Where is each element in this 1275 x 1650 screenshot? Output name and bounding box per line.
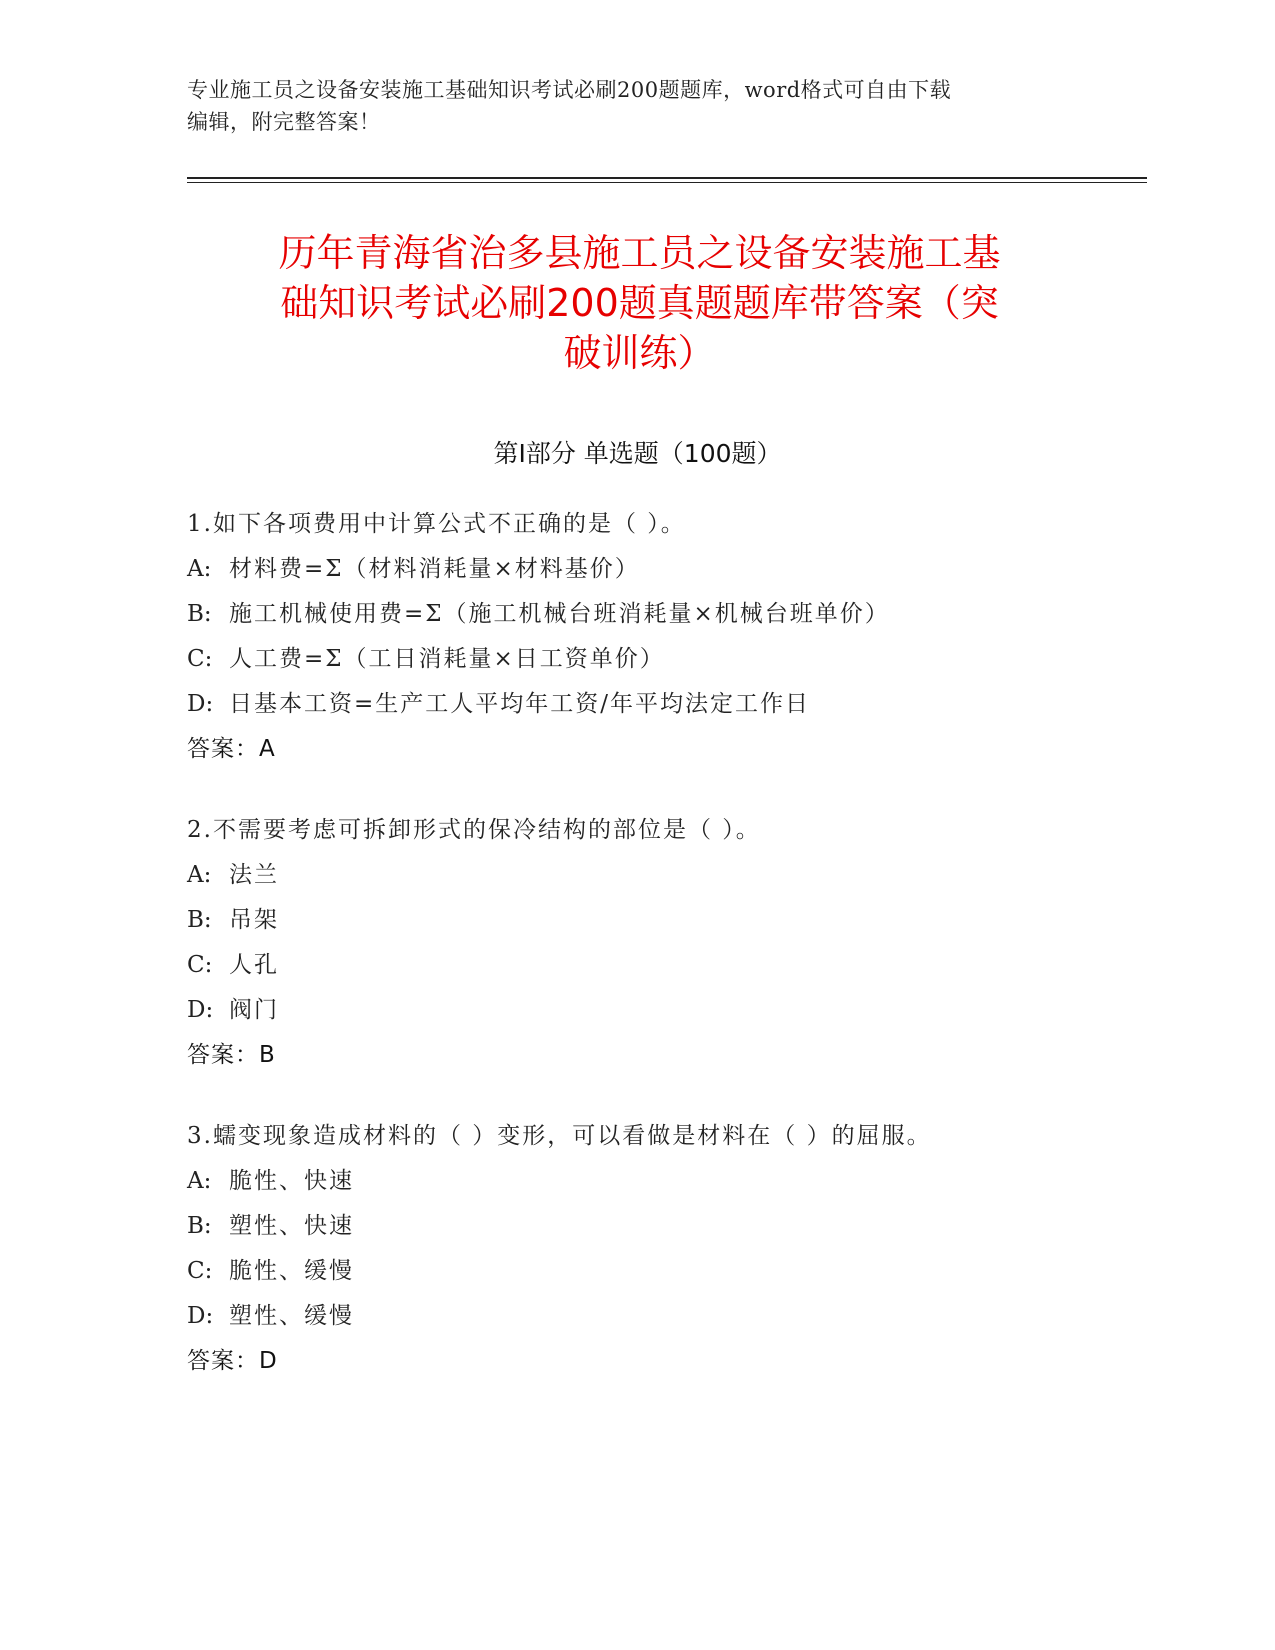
option-label: D: [187,1303,214,1329]
option-text: 塑性、缓慢 [229,1303,354,1329]
option-label: D: [187,691,214,717]
option-c [187,1249,1137,1294]
header-note-line-1: 专业施工员之设备安装施工基础知识考试必刷200题题库，word格式可自由下载 [187,78,952,102]
option-text: 人工费=Σ（工日消耗量×日工资单价） [229,646,665,672]
question-stem: 1.如下各项费用中计算公式不正确的是（ ）。 [187,511,686,537]
option-label: C: [187,646,213,672]
option-label: A: [187,1168,212,1194]
option-text: 日基本工资=生产工人平均年工资/年平均法定工作日 [229,691,811,717]
title-line-3: 破训练） [563,331,716,375]
header-note-line-2: 编辑，附完整答案！ [187,110,381,134]
answer: 答案：B [187,1042,276,1068]
question-2 [187,808,1137,1078]
option-text: 人孔 [229,952,279,978]
option-text: 塑性、快速 [229,1213,354,1239]
header-note [187,74,1087,138]
question-1 [187,502,1137,772]
option-label: B: [187,1213,212,1239]
option-a [187,547,1137,592]
option-c [187,637,1137,682]
option-c [187,943,1137,988]
title-line-1: 历年青海省治多县施工员之设备安装施工基 [278,231,1001,275]
section-heading: 第Ⅰ部分 单选题（100题） [493,439,782,468]
document-title [187,228,1092,378]
option-text: 脆性、缓慢 [229,1258,354,1284]
question-stem: 2.不需要考虑可拆卸形式的保冷结构的部位是（ ）。 [187,817,761,843]
option-d [187,988,1137,1033]
option-label: B: [187,907,212,933]
option-label: C: [187,1258,213,1284]
option-b [187,592,1137,637]
option-label: B: [187,601,212,627]
header-divider-thick [187,177,1147,179]
title-line-2: 础知识考试必刷200题真题题库带答案（突 [280,281,999,325]
option-d [187,682,1137,727]
option-text: 法兰 [229,862,279,888]
option-text: 吊架 [229,907,279,933]
option-label: A: [187,556,212,582]
option-a [187,853,1137,898]
option-b [187,1204,1137,1249]
option-a [187,1159,1137,1204]
header-divider-thin [187,182,1147,183]
question-stem: 3.蠕变现象造成材料的（ ）变形，可以看做是材料在（ ）的屈服。 [187,1123,932,1149]
answer: 答案：A [187,736,276,762]
answer: 答案：D [187,1348,278,1374]
option-text: 脆性、快速 [229,1168,354,1194]
option-d [187,1294,1137,1339]
option-b [187,898,1137,943]
question-3 [187,1114,1137,1384]
option-label: D: [187,997,214,1023]
option-text: 施工机械使用费=Σ（施工机械台班消耗量×机械台班单价） [229,601,890,627]
option-text: 材料费=Σ（材料消耗量×材料基价） [229,556,640,582]
option-label: C: [187,952,213,978]
option-text: 阀门 [229,997,279,1023]
option-label: A: [187,862,212,888]
